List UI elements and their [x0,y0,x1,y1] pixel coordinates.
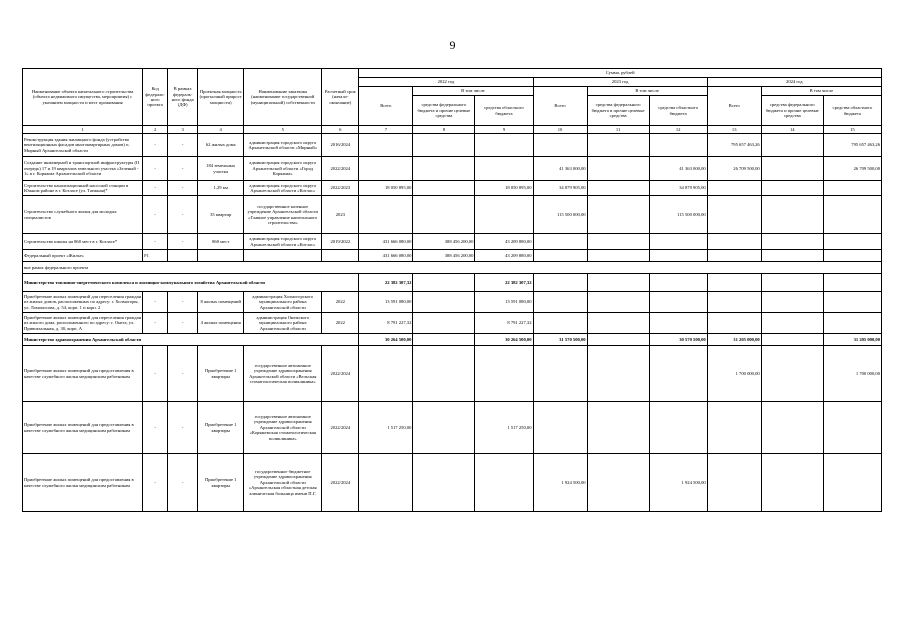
term: 2019/2022 [322,234,359,250]
project-code: - [143,234,168,250]
federal-project-code: F1 [143,250,168,262]
amount-cell: 43 209 880,00 [475,234,533,250]
header-fed: средства федерального бюджета и прочие целевые средства [413,96,475,126]
amount-cell [707,234,761,250]
frp-flag: - [168,134,198,157]
column-number: 10 [533,126,587,134]
object-name: Приобретение жилых помещений для переселения граждан из жилого дома, расположенного по адресу: г. Онега, ул. Привокзальная, д. 30, корп. А [23,313,143,334]
amount-cell [587,346,649,402]
amount-cell [823,402,881,454]
frp-flag: - [168,181,198,196]
amount-cell [707,274,761,292]
table-row [23,234,882,250]
column-number-row [23,126,882,134]
object-name: Реконструкция здания жилищного фонда (устройство вентиляционных фасадов многоквартирных домов) п. Мирный Архангельской области [23,134,143,157]
customer: администрация Онежского муниципального района Архангельской области [244,313,322,334]
amount-cell [761,346,823,402]
amount-cell: 1 517 250,00 [475,402,533,454]
term: 2022/2024 [322,346,359,402]
amount-cell [761,402,823,454]
amount-cell [413,313,475,334]
amount-cell [649,134,707,157]
capacity: 62 жилых дома [198,134,244,157]
amount-cell [533,346,587,402]
amount-cell [475,454,533,512]
column-number: 14 [761,126,823,134]
table-row [23,313,882,334]
amount-cell: 1 924 500,00 [649,454,707,512]
project-code: - [143,313,168,334]
amount-cell [649,250,707,262]
amount-cell [413,334,475,346]
term: 2016/2024 [322,134,359,157]
amount-cell [761,334,823,346]
amount-cell: 26 709 500,00 [707,157,761,181]
amount-cell [413,157,475,181]
frp-flag: - [168,402,198,454]
amount-cell: 22 382 307,32 [359,274,413,292]
amount-cell: 388 456 200,00 [413,250,475,262]
object-name: Строительство школы на 860 мест в г. Котласе* [23,234,143,250]
amount-cell: 1 700 000,00 [823,346,881,402]
term: 2022 [322,313,359,334]
frp-flag: - [168,234,198,250]
amount-cell: 30 570 500,00 [649,334,707,346]
column-number: 4 [198,126,244,134]
column-number: 8 [413,126,475,134]
table-row [23,402,882,454]
capacity: 8 жилых помещений [198,292,244,313]
object-name: Создание инженерной и транспортной инфраструктуры (II очередь) 17 и 19 кварталов земельного участка «Зеленый - 1» в г. Коряжма Архангельской области [23,157,143,181]
header-capacity: Проектная мощность (прогнозный прирост мощности) [198,69,244,126]
ministry-row [23,334,882,346]
amount-cell [587,313,649,334]
amount-cell [413,134,475,157]
column-number: 12 [649,126,707,134]
amount-cell [475,196,533,234]
frp-flag: - [168,292,198,313]
capacity: Приобретение 1 квартиры [198,454,244,512]
amount-cell [413,181,475,196]
amount-cell: 795 657 463,26 [707,134,761,157]
amount-cell [761,250,823,262]
header-code: Код федераль-ного проекта [143,69,168,126]
amount-cell [823,313,881,334]
frp-flag: - [168,454,198,512]
amount-cell [359,454,413,512]
ministry-row [23,274,882,292]
header-term: Расчетный срок (начало-окончание) [322,69,359,126]
page-number: 9 [449,38,456,52]
amount-cell [533,274,587,292]
header-reg: средства областного бюджета [823,96,881,126]
header-total: Всего [359,87,413,126]
amount-cell [649,234,707,250]
project-code: - [143,292,168,313]
column-number: 6 [322,126,359,134]
object-name: Приобретение жилых помещений для переселения граждан из жилых домов, расположенных по адресу: г. Холмогоры, ул. Ломоносова, д. 54, корп. 1 и корп. 2 [23,292,143,313]
term: 2022/2024 [322,402,359,454]
column-number: 1 [23,126,143,134]
amount-cell [823,274,881,292]
amount-cell: 115 500 000,00 [533,196,587,234]
column-number: 15 [823,126,881,134]
amount-cell: 43 209 880,00 [475,250,533,262]
capacity: 1,29 км [198,181,244,196]
amount-cell [761,313,823,334]
amount-cell: 30 264 500,00 [359,334,413,346]
amount-cell [475,346,533,402]
amount-cell: 115 500 000,00 [649,196,707,234]
amount-cell: 26 709 500,00 [823,157,881,181]
column-number: 7 [359,126,413,134]
table-row [23,181,882,196]
project-code: - [143,346,168,402]
customer: администрация городского округа Архангельской области «Мирный» [244,134,322,157]
capacity: 184 земельных участка [198,157,244,181]
frp-flag: - [168,196,198,234]
header-incl: В том числе [413,87,533,96]
amount-cell: 795 657 463,26 [823,134,881,157]
amount-cell: 431 666 080,00 [359,234,413,250]
customer: администрация городского округа Архангельской области «Котлас» [244,234,322,250]
amount-cell [823,181,881,196]
amount-cell [761,196,823,234]
amount-cell: 8 791 227,32 [359,313,413,334]
amount-cell [587,402,649,454]
header-name: Наименование объекта капитального строительства (объекта недвижимого имущества, мероприятия) с указанием мощности и мест проживания [23,69,143,126]
customer: государственное автономное учреждение здравоохранения Архангельской области «Коряжемская стоматологическая поликлиника» [244,402,322,454]
table-row [23,157,882,181]
outside-federal-row [23,262,882,274]
column-number: 9 [475,126,533,134]
customer: администрация Холмогорского муниципального района Архангельской области [244,292,322,313]
amount-cell [413,402,475,454]
header-frp: В рамках федераль-ного фонда (ДФ) [168,69,198,126]
ministry-title: Министерство здравоохранения Архангельской области [23,334,359,346]
table-row [23,346,882,402]
amount-cell: 41 363 000,00 [649,157,707,181]
table-row [23,196,882,234]
amount-cell: 1 517 250,00 [359,402,413,454]
amount-cell: 22 382 307,32 [475,274,533,292]
project-code: - [143,181,168,196]
term: 2022/2023 [322,181,359,196]
amount-cell [413,196,475,234]
object-name: Приобретение жилых помещений для предоставления в качестве служебного жилья медицинским работникам [23,454,143,512]
term: 2022/2024 [322,157,359,181]
investment-table [22,68,882,512]
amount-cell [823,234,881,250]
amount-cell: 34 879 905,00 [533,181,587,196]
amount-cell [587,234,649,250]
amount-cell [707,250,761,262]
amount-cell: 30 264 500,00 [475,334,533,346]
project-code: - [143,402,168,454]
frp-flag: - [168,157,198,181]
column-number: 5 [244,126,322,134]
amount-cell [533,134,587,157]
outside-federal-label: вне рамок федерального проекта [23,262,882,274]
amount-cell [761,134,823,157]
customer: государственное казенное учреждение Архангельской области «Главное управление капитального строительства» [244,196,322,234]
amount-cell: 1 924 500,00 [533,454,587,512]
amount-cell [413,274,475,292]
amount-cell [823,454,881,512]
amount-cell: 1 700 000,00 [707,346,761,402]
amount-cell [707,454,761,512]
amount-cell [649,346,707,402]
amount-cell [761,181,823,196]
header-reg: средства областного бюджета [475,96,533,126]
amount-cell [533,234,587,250]
amount-cell [823,196,881,234]
term: 2023 [322,196,359,234]
amount-cell [587,274,649,292]
header-year-2024: 2024 год [707,78,881,87]
federal-project-row [23,250,882,262]
header-incl: В том числе [587,87,707,96]
capacity: Приобретение 1 квартиры [198,346,244,402]
amount-cell [649,402,707,454]
customer: администрация городского округа Архангельской области «Котлас» [244,181,322,196]
header-fed: средства федерального бюджета и прочие целевые средства [761,96,823,126]
amount-cell [587,454,649,512]
amount-cell [413,454,475,512]
empty-cell [244,250,322,262]
header-fed: средства федерального бюджета и прочие целевые средства [587,96,649,126]
ministry-title: Министерство топливно-энергетического комплекса и жилищно-коммунального хозяйства Архангельской области [23,274,359,292]
amount-cell: 18 050 895,00 [475,181,533,196]
amount-cell [649,274,707,292]
amount-cell: 31 205 000,00 [707,334,761,346]
empty-cell [322,250,359,262]
project-code: - [143,454,168,512]
amount-cell [533,313,587,334]
empty-cell [168,250,198,262]
capacity: 4 жилых помещения [198,313,244,334]
amount-cell [761,234,823,250]
amount-cell [823,250,881,262]
amount-cell [761,454,823,512]
amount-cell: 388 456 200,00 [413,234,475,250]
amount-cell [587,157,649,181]
amount-cell [533,402,587,454]
amount-cell: 31 570 500,00 [533,334,587,346]
object-name: Приобретение жилых помещений для предоставления в качестве служебного жилья медицинским работникам [23,346,143,402]
amount-cell [649,292,707,313]
object-name: Строительство канализационной насосной станции в Южном районе в г. Котласе (ул. Таежная)* [23,181,143,196]
header-sum: Сумма, рублей [359,69,882,78]
amount-cell [761,292,823,313]
amount-cell: 13 591 080,00 [359,292,413,313]
amount-cell [707,402,761,454]
table-row [23,454,882,512]
project-code: - [143,134,168,157]
table-row [23,134,882,157]
amount-cell [587,334,649,346]
column-number: 3 [168,126,198,134]
amount-cell: 13 591 080,00 [475,292,533,313]
column-number: 11 [587,126,649,134]
amount-cell [587,250,649,262]
amount-cell: 31 205 000,00 [823,334,881,346]
amount-cell [359,196,413,234]
empty-cell [198,250,244,262]
amount-cell [475,134,533,157]
table-row [23,292,882,313]
federal-project-name: Федеральный проект «Жилье» [23,250,143,262]
customer: администрация городского округа Архангельской области «Город Коряжма» [244,157,322,181]
project-code: - [143,157,168,181]
amount-cell [707,181,761,196]
customer: государственное автономное учреждение здравоохранения Архангельской области «Вельская стоматологическая поликлиника» [244,346,322,402]
amount-cell [707,196,761,234]
header-reg: средства областного бюджета [649,96,707,126]
amount-cell [359,346,413,402]
capacity: Приобретение 1 квартиры [198,402,244,454]
amount-cell: 431 666 080,00 [359,250,413,262]
column-number: 13 [707,126,761,134]
amount-cell [823,292,881,313]
header-year-2022: 2022 год [359,78,533,87]
header-incl: В том числе [761,87,881,96]
capacity: 860 мест [198,234,244,250]
amount-cell: 41 363 000,00 [533,157,587,181]
amount-cell [533,292,587,313]
amount-cell [413,292,475,313]
amount-cell [413,346,475,402]
column-number: 2 [143,126,168,134]
header-total: Всего [533,87,587,126]
amount-cell [359,134,413,157]
project-code: - [143,196,168,234]
header-customer: Наименование заказчика (наименование государственной (муниципальной) собственности [244,69,322,126]
header-year-2023: 2023 год [533,78,707,87]
amount-cell: 18 050 895,00 [359,181,413,196]
amount-cell [359,157,413,181]
amount-cell [475,157,533,181]
amount-cell [533,250,587,262]
capacity: 35 квартир [198,196,244,234]
amount-cell: 8 791 227,32 [475,313,533,334]
amount-cell [587,134,649,157]
object-name: Строительство служебного жилья для молодых специалистов [23,196,143,234]
amount-cell [761,157,823,181]
amount-cell [587,196,649,234]
amount-cell [587,292,649,313]
amount-cell [707,292,761,313]
object-name: Приобретение жилых помещений для предоставления в качестве служебного жилья медицинским работникам [23,402,143,454]
customer: государственное бюджетное учреждение здравоохранения Архангельской области «Архангельская областная детская клиническая больница имени П.Г. [244,454,322,512]
amount-cell [649,313,707,334]
amount-cell [761,274,823,292]
amount-cell [587,181,649,196]
frp-flag: - [168,346,198,402]
term: 2022/2024 [322,454,359,512]
amount-cell [707,313,761,334]
term: 2022 [322,292,359,313]
frp-flag: - [168,313,198,334]
amount-cell: 34 879 905,00 [649,181,707,196]
header-total: Всего [707,87,761,126]
